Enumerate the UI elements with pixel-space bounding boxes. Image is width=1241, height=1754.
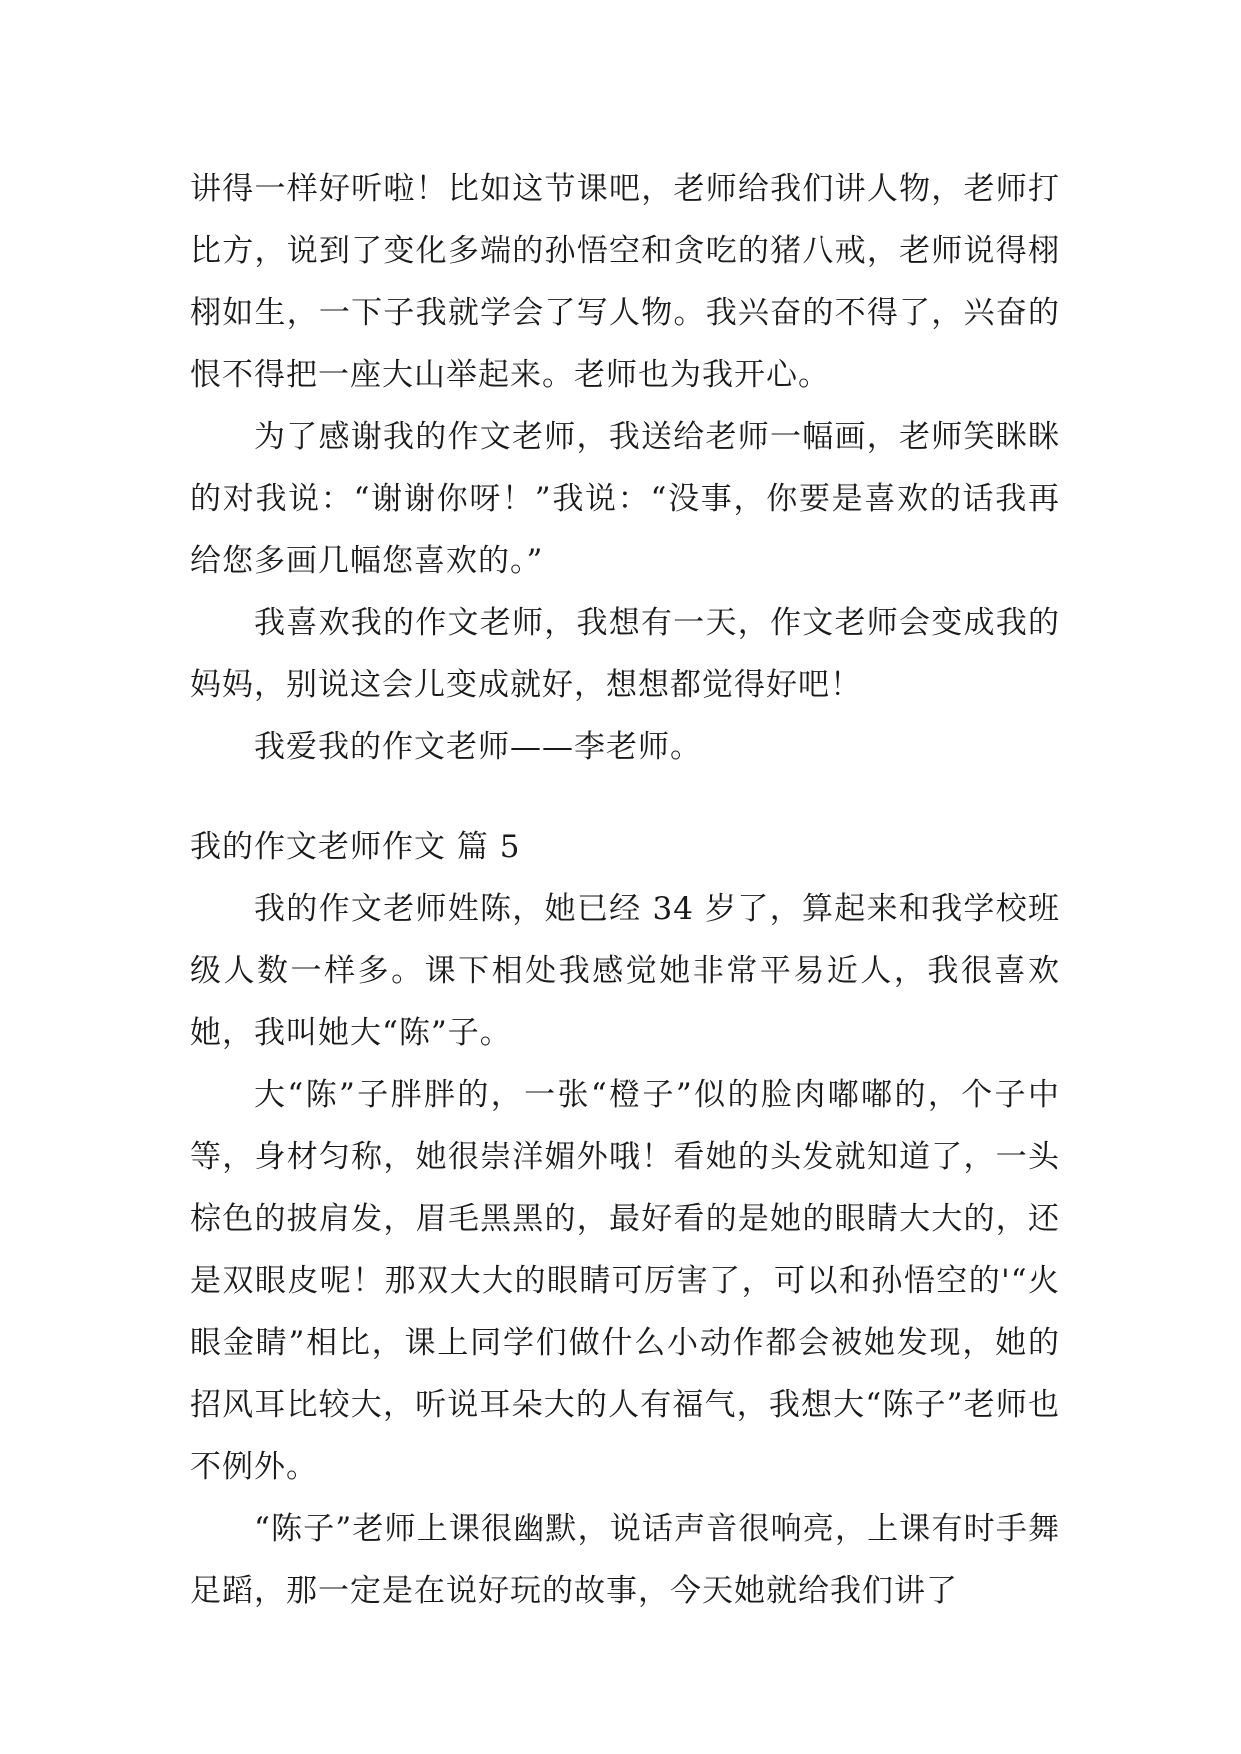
document-body bbox=[190, 158, 1060, 1622]
paragraph: 我爱我的作文老师——李老师。 bbox=[254, 729, 702, 765]
paragraph: 为了感谢我的作文老师，我送给老师一幅画，老师笑眯眯的对我说：“谢谢你呀！”我说：“没事，你要是喜欢的话我再给您多画几幅您喜欢的。” bbox=[190, 419, 1060, 579]
paragraph: “陈子”老师上课很幽默，说话声音很响亮，上课有时手舞足蹈，那一定是在说好玩的故事，今天她就给我们讲了 bbox=[190, 1511, 1060, 1609]
paragraph: 我喜欢我的作文老师，我想有一天，作文老师会变成我的妈妈，别说这会儿变成就好，想想都觉得好吧！ bbox=[190, 605, 1060, 703]
paragraph: 大“陈”子胖胖的，一张“橙子”似的脸肉嘟嘟的，个子中等，身材匀称，她很崇洋媚外哦！看她的头发就知道了，一头棕色的披肩发，眉毛黑黑的，最好看的是她的眼睛大大的，还是双眼皮呢！那双大大的眼睛可厉害了，可以和孙悟空的'“火眼金睛”相比，课上同学们做什么小动作都会被她发现，她的招风耳比较大，听说耳朵大的人有福气，我想大“陈子”老师也不例外。 bbox=[190, 1077, 1060, 1485]
paragraph: 讲得一样好听啦！比如这节课吧，老师给我们讲人物，老师打比方，说到了变化多端的孙悟空和贪吃的猪八戒，老师说得栩栩如生，一下子我就学会了写人物。我兴奋的不得了，兴奋的恨不得把一座大山举起来。老师也为我开心。 bbox=[190, 171, 1060, 393]
section-title: 我的作文老师作文 篇 5 bbox=[190, 829, 521, 865]
paragraph: 我的作文老师姓陈，她已经 34 岁了，算起来和我学校班级人数一样多。课下相处我感觉她非常平易近人，我很喜欢她，我叫她大“陈”子。 bbox=[190, 891, 1060, 1051]
